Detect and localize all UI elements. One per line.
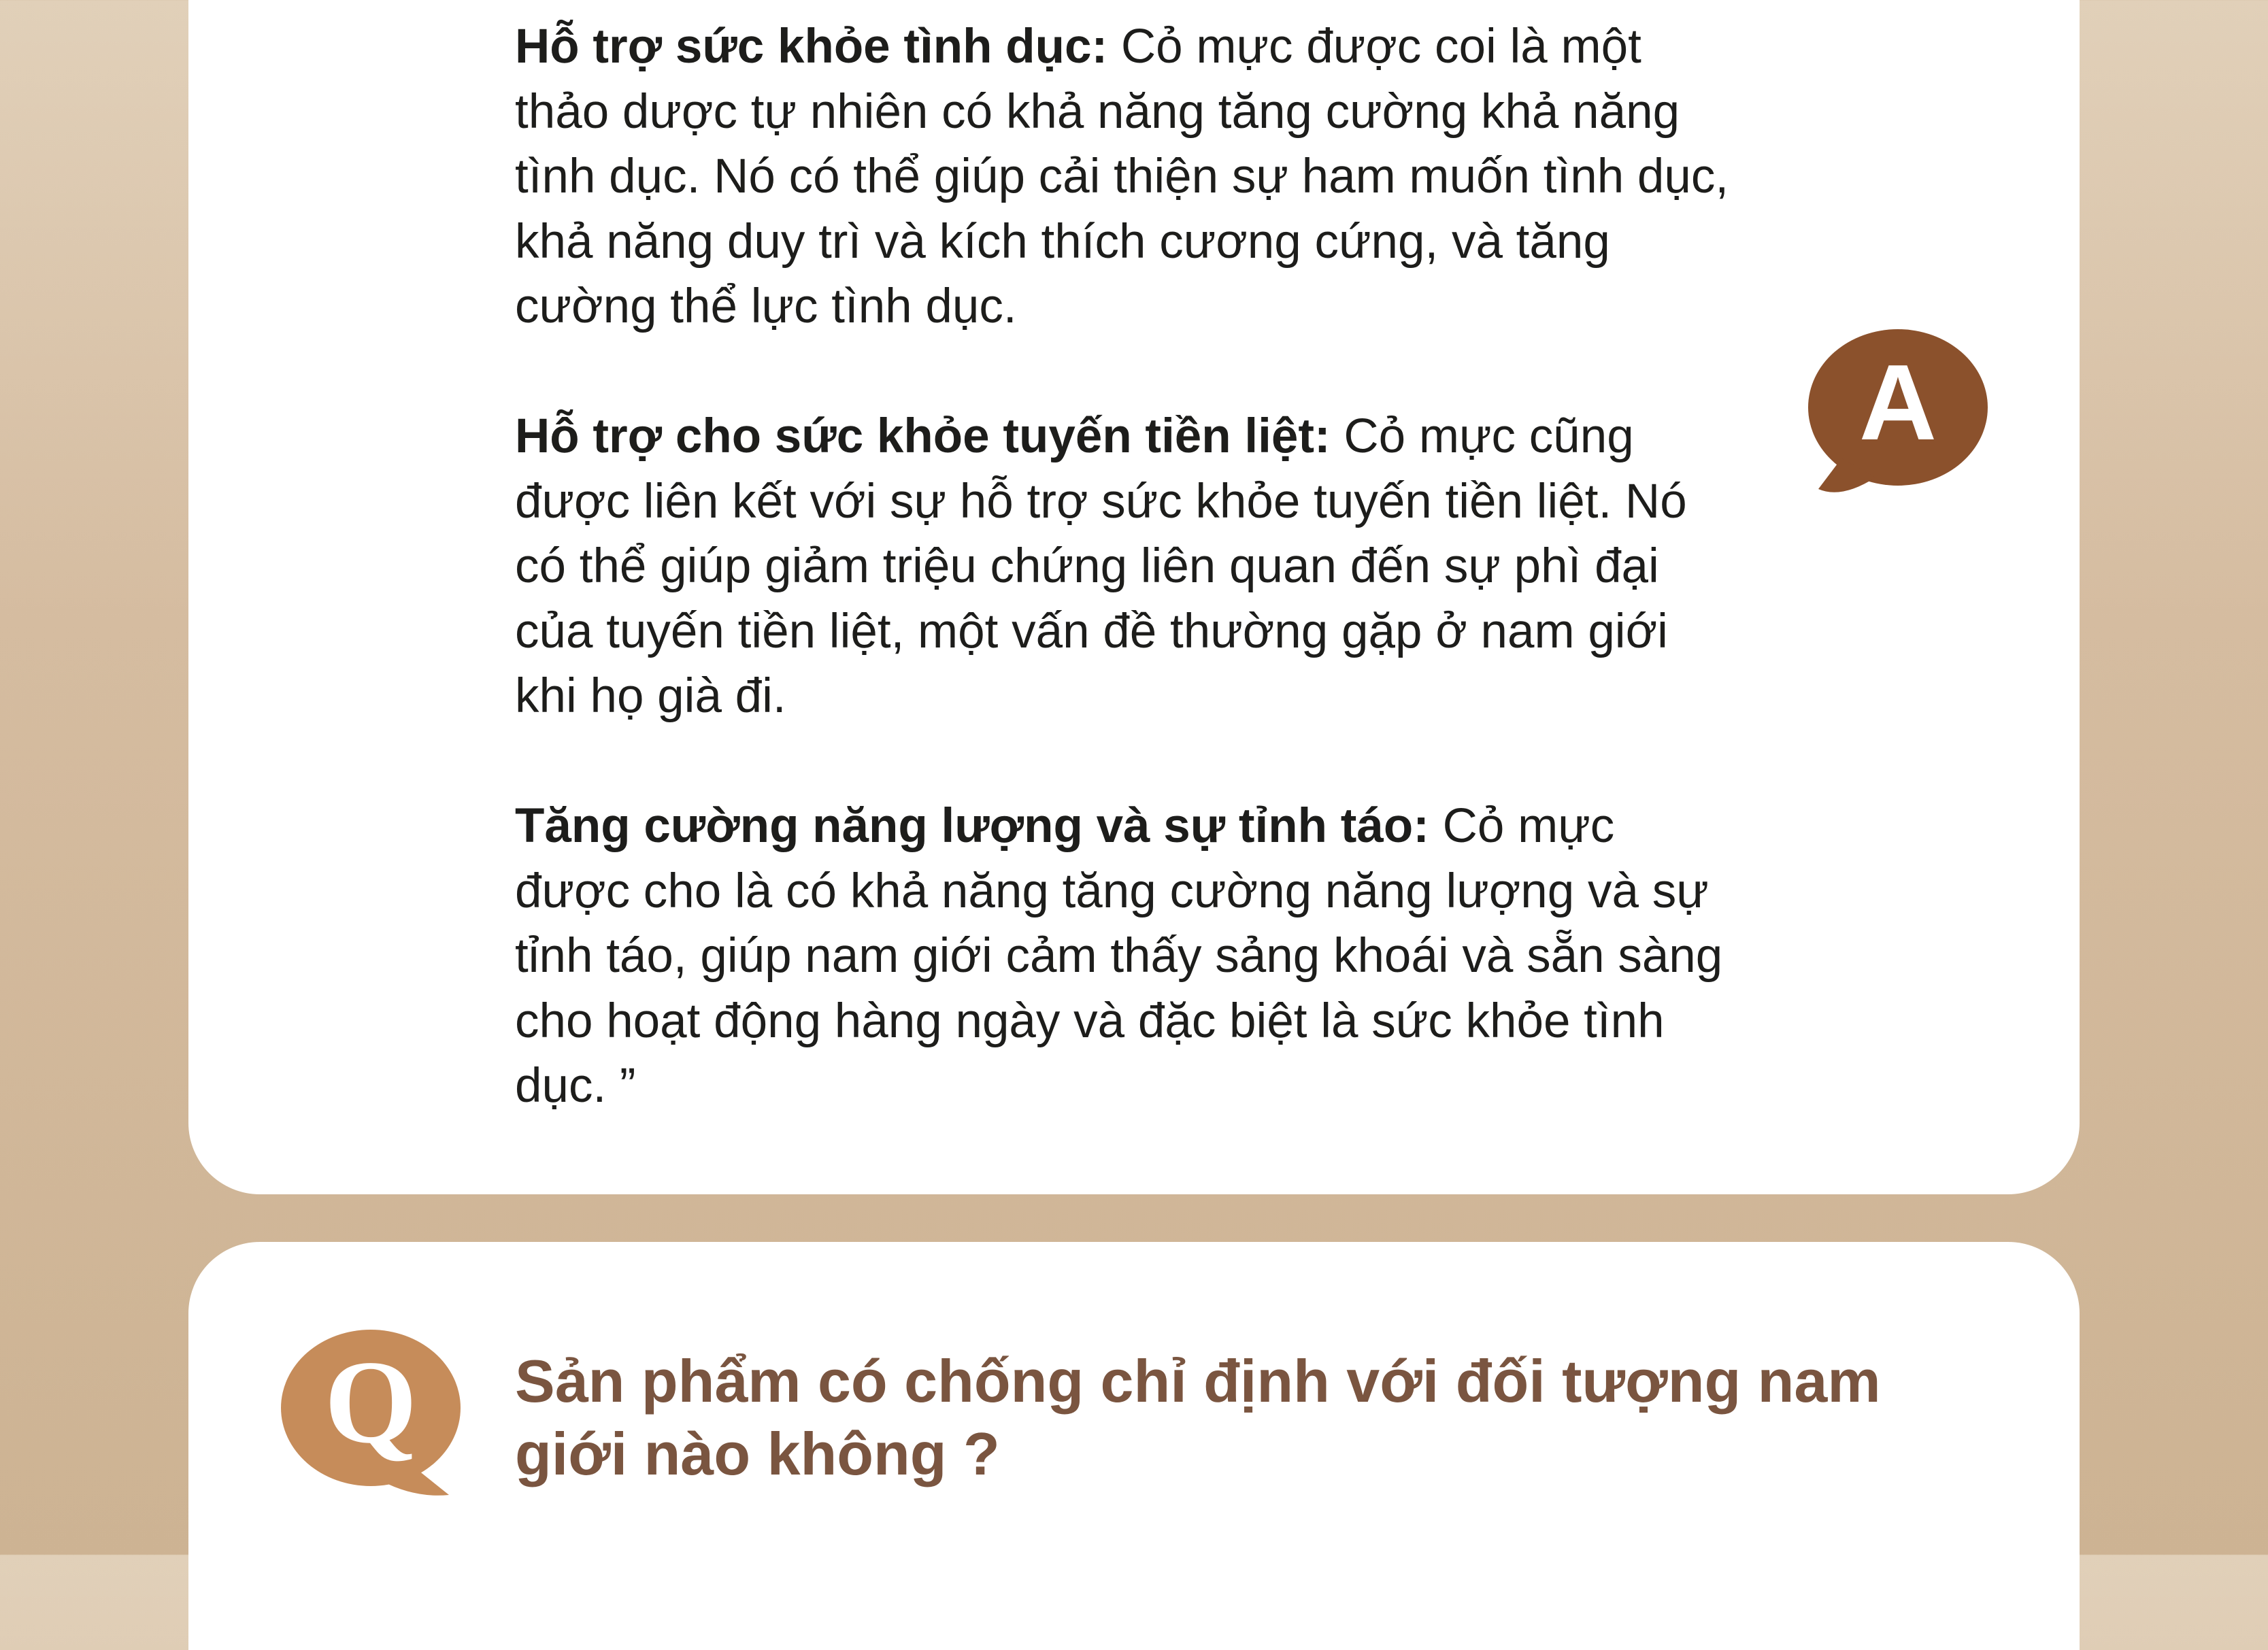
paragraph-heading: Hỗ trợ cho sức khỏe tuyến tiền liệt: (515, 409, 1331, 463)
answer-paragraph (515, 794, 1739, 1119)
answer-content (515, 14, 1739, 1183)
paragraph-body: Cỏ mực được cho là có khả năng tăng cường năng lượng và sự tỉnh táo, giúp nam giới cảm thấy sảng khoái và sẵn sàng cho hoạt động hàng ngày và đặc biệt là sức khỏe tình dục. ” (515, 799, 1723, 1113)
paragraph-heading: Tăng cường năng lượng và sự tỉnh táo: (515, 799, 1429, 853)
paragraph-heading: Hỗ trợ sức khỏe tình dục: (515, 20, 1108, 73)
question-badge-letter: Q (324, 1336, 418, 1468)
question-bubble-icon (279, 1330, 469, 1506)
answer-paragraph (515, 14, 1739, 339)
paragraph-body: Cỏ mực được coi là một thảo dược tự nhiên có khả năng tăng cường khả năng tình dục. Nó có thể giúp cải thiện sự ham muốn tình dục, khả năng duy trì và kích thích cương cứng, và tăng cường thể lực tình dục. (515, 20, 1729, 333)
answer-paragraph (515, 404, 1739, 729)
question-text: Sản phẩm có chống chỉ định với đối tượng nam giới nào không ? (515, 1347, 1881, 1487)
paragraph-body: Cỏ mực cũng được liên kết với sự hỗ trợ sức khỏe tuyến tiền liệt. Nó có thể giúp giảm triệu chứng liên quan đến sự phì đại của tuyến tiền liệt, một vấn đề thường gặp ở nam giới khi họ già đi. (515, 409, 1687, 723)
answer-badge-letter: A (1858, 343, 1937, 462)
answer-bubble-icon (1799, 329, 1990, 506)
